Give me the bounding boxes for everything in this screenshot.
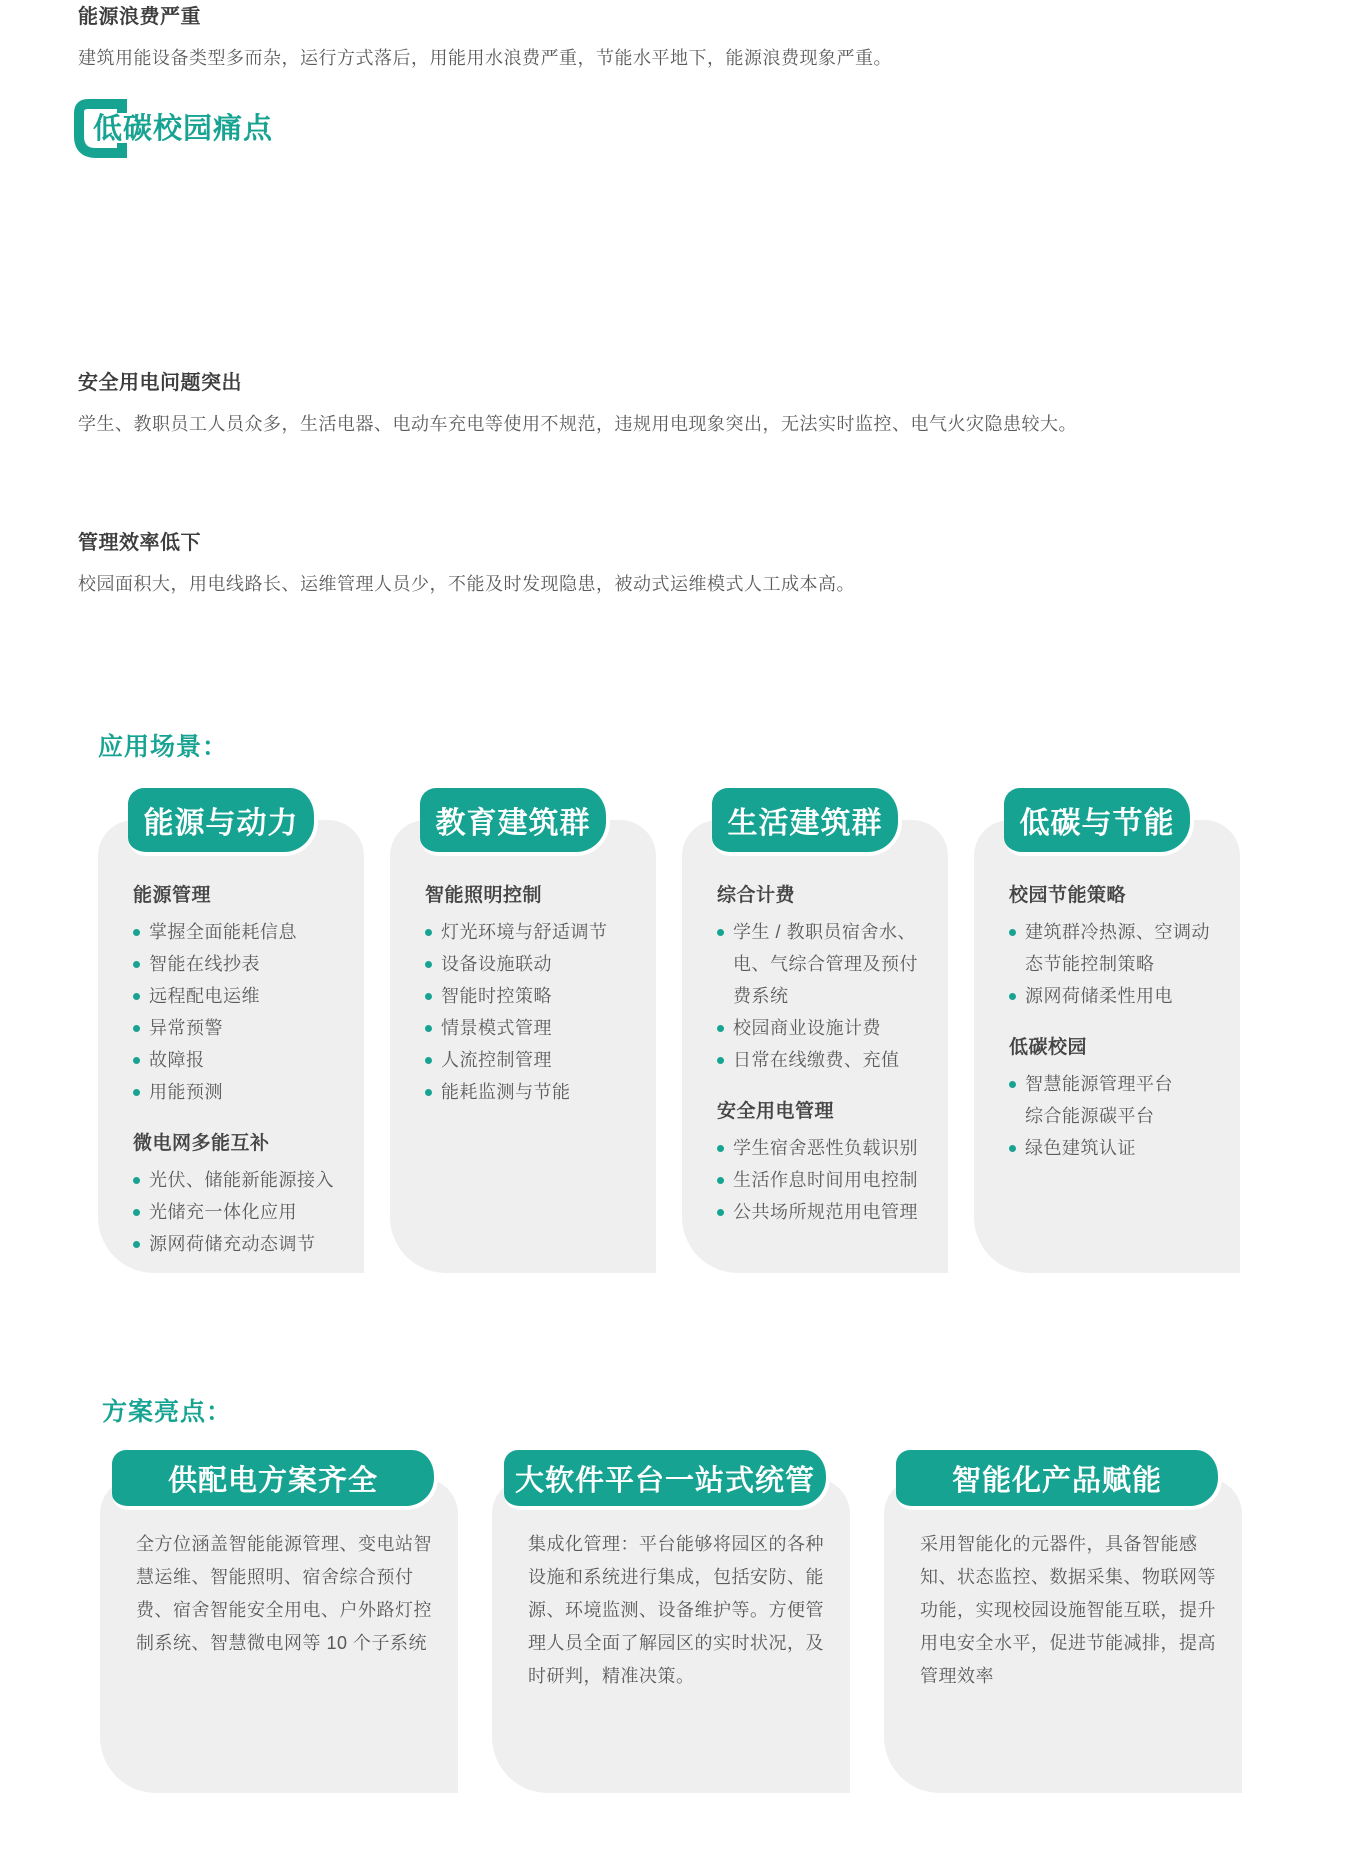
highlight-card-intelligent-products (884, 1464, 1242, 1793)
bullet-dot-icon (133, 1025, 140, 1032)
scenario-section (425, 880, 640, 1108)
scenario-item: 学生 / 教职员宿舍水、电、气综合管理及预付费系统 (717, 916, 932, 1012)
scenario-item: 灯光环境与舒适调节 (425, 916, 640, 948)
scenario-item-list (133, 916, 348, 1108)
bullet-dot-icon (133, 961, 140, 968)
bullet-dot-icon (717, 1025, 724, 1032)
bullet-dot-icon (717, 1145, 724, 1152)
bullet-dot-icon (425, 993, 432, 1000)
highlight-card-power-distribution (100, 1464, 458, 1793)
highlight-card-description: 采用智能化的元器件，具备智能感知、状态监控、数据采集、物联网等功能，实现校园设施智能互联，提升用电安全水平，促进节能减排，提高管理效率 (920, 1534, 1216, 1686)
scenario-card-body (682, 820, 948, 1228)
scenario-item-list (717, 916, 932, 1076)
scenario-item: 智慧能源管理平台 (1009, 1068, 1224, 1100)
pain-point-title: 管理效率低下 (78, 532, 201, 554)
pain-point-description: 校园面积大，用电线路长、运维管理人员少，不能及时发现隐患，被动式运维模式人工成本高。 (78, 574, 855, 594)
scenario-item: 故障报 (133, 1044, 348, 1076)
bullet-dot-icon (133, 1089, 140, 1096)
scenario-card-tab: 教育建筑群 (420, 788, 610, 856)
bullet-dot-icon (717, 1057, 724, 1064)
scenario-card-tab: 能源与动力 (128, 788, 318, 856)
bullet-dot-icon (425, 961, 432, 968)
scenario-item: 人流控制管理 (425, 1044, 640, 1076)
bullet-dot-icon (1009, 993, 1016, 1000)
scenario-section-heading: 微电网多能互补 (133, 1133, 270, 1154)
scenario-card-body (98, 820, 364, 1260)
scenario-card-low-carbon (974, 807, 1240, 1273)
pain-point-description: 建筑用能设备类型多而杂，运行方式落后，用能用水浪费严重，节能水平地下，能源浪费现象严重。 (78, 48, 892, 68)
bullet-dot-icon (425, 1025, 432, 1032)
scenario-item: 学生宿舍恶性负载识别 (717, 1132, 932, 1164)
bullet-dot-icon (425, 1057, 432, 1064)
scenario-item: 智能在线抄表 (133, 948, 348, 980)
highlights-heading: 方案亮点： (102, 1398, 233, 1426)
pain-point-title: 安全用电问题突出 (78, 372, 242, 394)
scenario-section-heading: 安全用电管理 (717, 1101, 835, 1122)
scenario-item: 光伏、储能新能源接入 (133, 1164, 348, 1196)
scenario-item: 光储充一体化应用 (133, 1196, 348, 1228)
bullet-dot-icon (425, 929, 432, 936)
scenario-item: 设备设施联动 (425, 948, 640, 980)
highlight-card-tab: 大软件平台一站式统管 (504, 1450, 830, 1510)
scenario-card-living-buildings (682, 807, 948, 1273)
bullet-dot-icon (717, 929, 724, 936)
scenario-item: 生活作息时间用电控制 (717, 1164, 932, 1196)
scenario-card-tab: 低碳与节能 (1004, 788, 1194, 856)
scenario-item: 综合能源碳平台 (1025, 1106, 1155, 1126)
scenario-item: 日常在线缴费、充值 (717, 1044, 932, 1076)
scenario-item: 源网荷储柔性用电 (1009, 980, 1224, 1012)
scenario-item: 能耗监测与节能 (425, 1076, 640, 1108)
scenario-item-list (425, 916, 640, 1108)
bullet-dot-icon (133, 993, 140, 1000)
scenario-item-list (1009, 1068, 1224, 1164)
pain-point-title: 能源浪费严重 (78, 6, 201, 28)
bullet-dot-icon (717, 1209, 724, 1216)
scenario-item: 绿色建筑认证 (1009, 1132, 1224, 1164)
scenario-card-body (390, 820, 656, 1108)
scenario-item: 远程配电运维 (133, 980, 348, 1012)
scenario-item: 情景模式管理 (425, 1012, 640, 1044)
highlight-card-description: 集成化管理：平台能够将园区的各种设施和系统进行集成，包括安防、能源、环境监测、设备维护等。方便管理人员全面了解园区的实时状况，及时研判，精准决策。 (528, 1534, 824, 1686)
scenario-card-body (974, 820, 1240, 1164)
scenario-section-heading: 能源管理 (133, 885, 212, 906)
scenario-item: 校园商业设施计费 (717, 1012, 932, 1044)
highlight-card-software-platform (492, 1464, 850, 1793)
bullet-dot-icon (133, 1241, 140, 1248)
bullet-dot-icon (1009, 929, 1016, 936)
scenario-card-tab: 生活建筑群 (712, 788, 902, 856)
scenario-section-heading: 校园节能策略 (1009, 885, 1127, 906)
scenario-section (133, 1128, 348, 1260)
scenario-item-list (1009, 916, 1224, 1012)
bullet-dot-icon (1009, 1081, 1016, 1088)
bullet-dot-icon (133, 929, 140, 936)
pain-point-section-2 (78, 366, 1228, 437)
scenario-section (717, 1096, 932, 1228)
scenario-item: 源网荷储充动态调节 (133, 1228, 348, 1260)
scenario-item: 公共场所规范用电管理 (717, 1196, 932, 1228)
scenario-section (133, 880, 348, 1108)
bullet-dot-icon (717, 1177, 724, 1184)
highlight-card-description: 全方位涵盖智能能源管理、变电站智慧运维、智能照明、宿舍综合预付费、宿舍智能安全用电、户外路灯控制系统、智慧微电网等 10 个子系统 (136, 1534, 432, 1653)
bullet-dot-icon (133, 1057, 140, 1064)
scenario-item: 掌握全面能耗信息 (133, 916, 348, 948)
scenario-item: 建筑群冷热源、空调动态节能控制策略 (1009, 916, 1224, 980)
bullet-dot-icon (425, 1089, 432, 1096)
scenario-card-energy-power (98, 807, 364, 1273)
scenario-card-education-buildings (390, 807, 656, 1273)
scenario-item-list (717, 1132, 932, 1228)
bullet-dot-icon (133, 1209, 140, 1216)
scenario-section-heading: 综合计费 (717, 885, 796, 906)
scenario-item: 用能预测 (133, 1076, 348, 1108)
pain-point-section-3 (78, 526, 1228, 597)
bullet-dot-icon (133, 1177, 140, 1184)
scenario-section (1009, 1032, 1224, 1164)
scenario-section-heading: 智能照明控制 (425, 885, 543, 906)
scenario-item: 智能时控策略 (425, 980, 640, 1012)
highlight-card-tab: 供配电方案齐全 (112, 1450, 438, 1510)
page-title: 低碳校园痛点 (93, 113, 274, 145)
scenario-item: 异常预警 (133, 1012, 348, 1044)
scenario-section (1009, 880, 1224, 1012)
highlight-card-tab: 智能化产品赋能 (896, 1450, 1222, 1510)
bullet-dot-icon (1009, 1145, 1016, 1152)
pain-point-section-1 (78, 0, 1228, 71)
scenarios-heading: 应用场景： (98, 733, 229, 761)
scenario-section (717, 880, 932, 1076)
scenario-item-list (133, 1164, 348, 1260)
pain-point-description: 学生、教职员工人员众多，生活电器、电动车充电等使用不规范，违规用电现象突出，无法实时监控、电气火灾隐患较大。 (78, 414, 1077, 434)
scenario-section-heading: 低碳校园 (1009, 1037, 1088, 1058)
